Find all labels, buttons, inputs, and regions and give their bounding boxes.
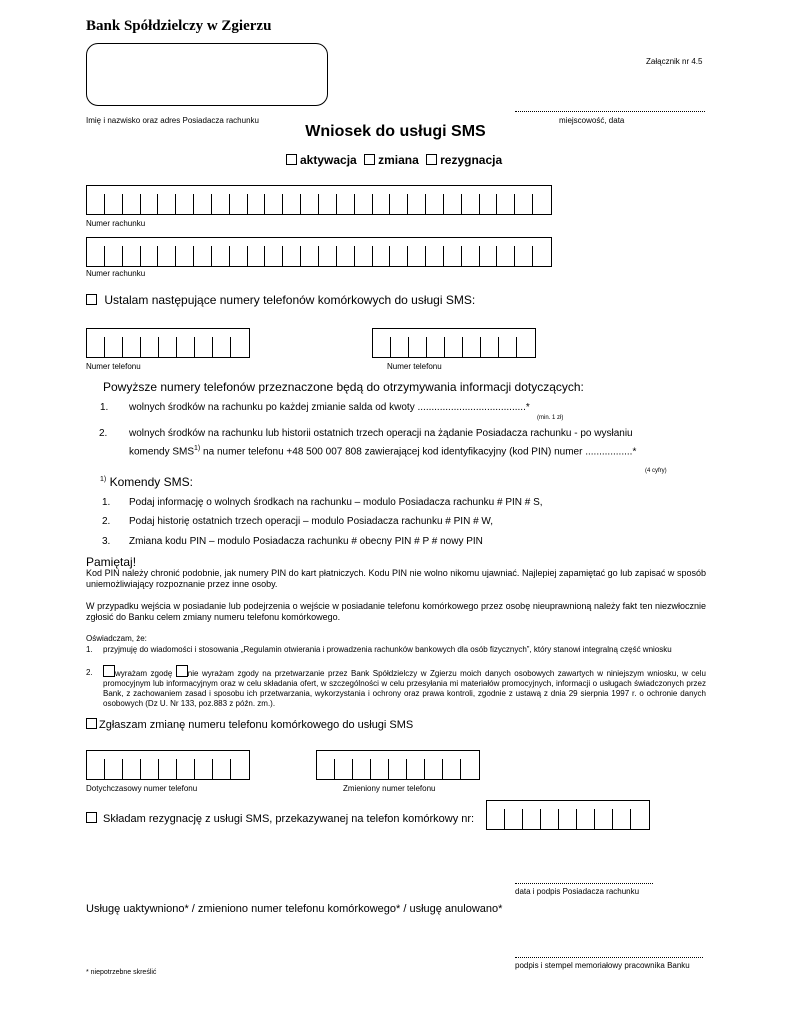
purpose-item-2-note: (4 cyfry) [645, 468, 667, 474]
phone-number-field-2[interactable] [372, 328, 536, 358]
form-title: Wniosek do usługi SMS [305, 123, 486, 140]
change-checkbox[interactable] [364, 154, 375, 165]
bank-name: Bank Spółdzielczy w Zgierzu [86, 18, 272, 34]
phones-heading: Ustalam następujące numery telefonów komórkowych do usługi SMS: [104, 293, 476, 307]
commands-heading [100, 475, 193, 489]
remember-paragraph-1: Kod PIN należy chronić podobnie, jak numery PIN do kart płatniczych. Kodu PIN nie wolno nikomu ujawniać. Najlepiej zapamiętać go lub zapisać w sposób uniemożliwiający rozpoznanie przez inne osoby. [86, 568, 706, 589]
service-options [286, 153, 506, 167]
resign-section [86, 812, 474, 825]
change-number-checkbox[interactable] [86, 718, 97, 729]
purpose-item-2-number: 2. [99, 428, 108, 439]
no-consent-text: nie wyrażam zgody na przetwarzanie przez Bank Spółdzielczy w Zgierzu moich danych osobowych zawartych w niniejszym wniosku, w celu promocyjnym lub informacyjnym oraz w celu składania ofert, w szczególności w celu przesyłania mi materiałów promocyjnych, informacji o usługach świadczonych przez Bank, z zachowaniem zasad i sposobu ich przetwarzania, wykorzystania i ochrony oraz prawa kontroli, zgodnie z ustawą z dnia 29 sierpnia 1997 r. o ochronie danych osobowych (Dz U. Nr 133, poz.883 z późn. zm.). [103, 669, 706, 708]
place-date-label: miejscowość, data [559, 116, 625, 125]
purpose-item-2-rest: na numer telefonu +48 500 007 808 zawierającej kod identyfikacyjny (kod PIN) numer .................* [200, 446, 637, 458]
employee-signature-label: podpis i stempel memoriałowy pracownika Banku [515, 961, 690, 970]
activation-label: aktywacja [300, 153, 357, 167]
phones-checkbox[interactable] [86, 294, 97, 305]
service-status: Usługę uaktywniono* / zmieniono numer telefonu komórkowego* / usługę anulowano* [86, 903, 503, 915]
change-heading: Zgłaszam zmianę numeru telefonu komórkowego do usługi SMS [99, 719, 414, 731]
attachment-number: Załącznik nr 4.5 [646, 57, 703, 66]
commands-footnote-marker: 1) [100, 476, 107, 483]
declaration-heading: Oświadczam, że: [86, 634, 147, 643]
phone-number-label-1: Numer telefonu [86, 362, 141, 371]
account-number-label-1: Numer rachunku [86, 219, 146, 228]
command-1-number: 1. [102, 497, 111, 508]
account-number-field-2[interactable] [86, 237, 552, 267]
holder-label: Imię i nazwisko oraz adres Posiadacza rachunku [86, 116, 259, 125]
command-1-text: Podaj informację o wolnych środkach na rachunku – modulo Posiadacza rachunku # PIN # S, [129, 497, 543, 508]
footnote-marker: 1) [194, 445, 201, 452]
change-section [86, 718, 413, 731]
declaration-1-number: 1. [86, 645, 93, 654]
resign-phone-field[interactable] [486, 800, 650, 830]
command-3-number: 3. [102, 536, 111, 547]
purpose-item-2-line-1: wolnych środków na rachunku lub historii ostatnich trzech operacji na żądanie Posiadacza rachunku - po wysłaniu [129, 428, 633, 439]
phone-number-label-2: Numer telefonu [387, 362, 442, 371]
command-2-number: 2. [102, 516, 111, 527]
command-2-text: Podaj historię ostatnich trzech operacji – modulo Posiadacza rachunku # PIN # W, [129, 516, 494, 527]
phone-number-field-1[interactable] [86, 328, 250, 358]
declaration-1-text: przyjmuję do wiadomości i stosowania „Regulamin otwierania i prowadzenia rachunków bankowych dla osób fizycznych”, który stanowi integralną część wniosku [103, 645, 672, 654]
purpose-item-1-number: 1. [100, 402, 109, 413]
purpose-intro: Powyższe numery telefonów przeznaczone będą do otrzymywania informacji dotyczących: [103, 380, 584, 394]
purpose-item-2-command: komendy SMS [129, 446, 195, 458]
consent-label: wyrażam zgodę [115, 669, 173, 678]
employee-signature-line[interactable] [515, 957, 703, 958]
remember-heading: Pamiętaj! [86, 555, 137, 569]
holder-signature-line[interactable] [515, 883, 653, 884]
consent-checkbox[interactable] [103, 665, 115, 677]
new-phone-field[interactable] [316, 750, 480, 780]
change-label: zmiana [378, 153, 419, 167]
phones-section [86, 293, 475, 307]
command-3-text: Zmiana kodu PIN – modulo Posiadacza rachunku # obecny PIN # P # nowy PIN [129, 536, 483, 547]
new-phone-label: Zmieniony numer telefonu [343, 784, 436, 793]
purpose-item-2-line-2 [129, 445, 636, 457]
old-phone-label: Dotychczasowy numer telefonu [86, 784, 198, 793]
resignation-checkbox[interactable] [426, 154, 437, 165]
footnote: * niepotrzebne skreślić [86, 969, 157, 976]
activation-checkbox[interactable] [286, 154, 297, 165]
remember-paragraph-2: W przypadku wejścia w posiadanie lub podejrzenia o wejście w posiadanie telefonu komórkowego przez osobę nieuprawnioną należy fakt ten niezwłocznie zgłosić do Banku celem zmiany numeru telefonu komórkowego. [86, 601, 706, 622]
resignation-label: rezygnacja [440, 153, 503, 167]
holder-address-box[interactable] [86, 43, 328, 106]
purpose-item-1-text: wolnych środków na rachunku po każdej zmianie salda od kwoty .......................................* [129, 402, 530, 413]
commands-heading-text: Komendy SMS: [106, 475, 193, 489]
account-number-label-2: Numer rachunku [86, 269, 146, 278]
no-consent-checkbox[interactable] [176, 665, 188, 677]
account-number-field-1[interactable] [86, 185, 552, 215]
place-date-line[interactable] [515, 111, 705, 112]
old-phone-field[interactable] [86, 750, 250, 780]
resign-heading: Składam rezygnację z usługi SMS, przekazywanej na telefon komórkowy nr: [103, 813, 475, 825]
declaration-2-number: 2. [86, 668, 93, 677]
purpose-item-1-note: (min. 1 zł) [537, 415, 564, 421]
holder-signature-label: data i podpis Posiadacza rachunku [515, 887, 640, 896]
declaration-2-text [103, 665, 706, 709]
resign-checkbox[interactable] [86, 812, 97, 823]
